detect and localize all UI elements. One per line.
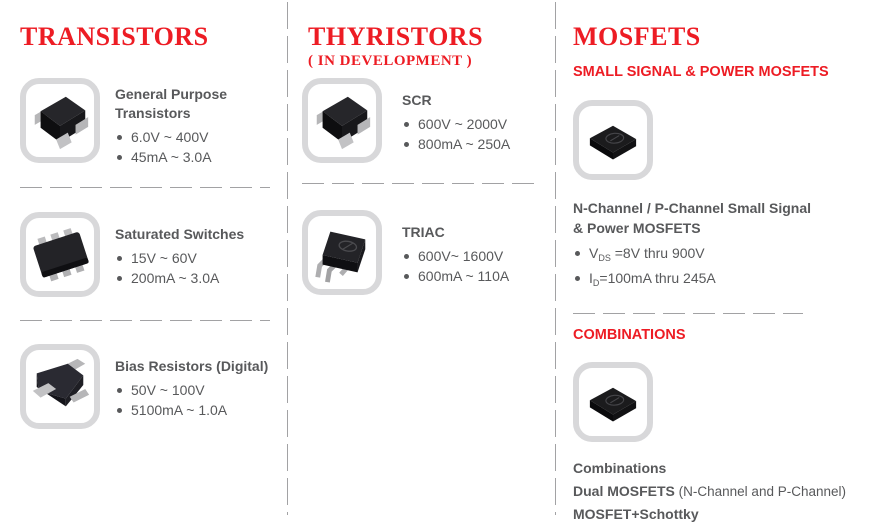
product-title: Saturated Switches <box>115 226 245 242</box>
product-triac <box>302 210 541 295</box>
small-signal-heading: SMALL SIGNAL & POWER MOSFETS <box>573 64 829 80</box>
spec-item: $V_{DS} =8V$ thru 900V <box>573 243 856 268</box>
product-info <box>402 210 541 286</box>
spec-list <box>115 380 273 420</box>
spec-item: 200mA ~ 3.0A <box>115 268 273 288</box>
spec-item: 50V ~ 100V <box>115 380 273 400</box>
spec-item: $I_D=100mA$ thru 245A <box>573 268 856 293</box>
spec-list <box>402 114 541 154</box>
mosfets-column <box>555 0 870 522</box>
transistors-column <box>0 0 287 517</box>
spec-item: 15V ~ 60V <box>115 248 273 268</box>
product-title: SCR <box>402 92 432 108</box>
spec-item: 45mA ~ 3.0A <box>115 147 273 167</box>
product-title: TRIAC <box>402 224 445 240</box>
spec-item: 600mA ~ 110A <box>402 266 541 286</box>
dfn-package-photo <box>573 362 653 442</box>
dashed-separator <box>573 313 803 314</box>
dashed-separator <box>20 187 270 188</box>
product-scr <box>302 78 541 163</box>
mosfet-product-title-line: & Power MOSFETS <box>573 220 701 236</box>
spec-item: 800mA ~ 250A <box>402 134 541 154</box>
dashed-separator <box>302 183 539 184</box>
product-info <box>115 344 273 420</box>
mosfets-title: MOSFETS <box>573 22 701 51</box>
thyristors-title: THYRISTORS <box>308 22 484 51</box>
dfn-package-photo <box>573 100 653 180</box>
sot26-package-photo <box>20 212 100 297</box>
combination-item: MOSFET+Schottky <box>573 506 699 522</box>
spec-item: 6.0V ~ 400V <box>115 127 273 147</box>
combination-item: Dual MOSFETS (N-Channel and P-Channel) <box>573 483 846 499</box>
spec-list <box>115 248 273 288</box>
product-info <box>115 78 273 167</box>
dashed-separator <box>20 320 270 321</box>
spec-item: 5100mA ~ 1.0A <box>115 400 273 420</box>
mosfet-product-title <box>573 198 856 238</box>
transistors-title: TRANSISTORS <box>20 22 209 51</box>
combinations-list <box>573 457 856 526</box>
mosfet-product-title-line: N-Channel / P-Channel Small Signal <box>573 200 812 216</box>
in-development-note: ( IN DEVELOPMENT ) <box>308 53 473 69</box>
combination-item: Combinations <box>573 460 667 476</box>
product-info <box>115 212 273 288</box>
spec-list <box>115 127 273 167</box>
dpak-package-photo <box>302 210 382 295</box>
product-info <box>402 78 541 154</box>
thyristors-column <box>287 0 555 517</box>
spec-list <box>573 243 856 293</box>
product-saturated-switches <box>20 212 273 297</box>
spec-list <box>402 246 541 286</box>
combinations-heading: COMBINATIONS <box>573 327 686 343</box>
sot23-package-photo <box>302 78 382 163</box>
spec-item: 600V~ 1600V <box>402 246 541 266</box>
product-general-purpose-transistors <box>20 78 273 167</box>
spec-item: 600V ~ 2000V <box>402 114 541 134</box>
product-bias-resistors <box>20 344 273 429</box>
product-title: General Purpose Transistors <box>115 86 228 121</box>
sot23-package-photo <box>20 78 100 163</box>
sot323-package-photo <box>20 344 100 429</box>
product-title: Bias Resistors (Digital) <box>115 358 269 374</box>
